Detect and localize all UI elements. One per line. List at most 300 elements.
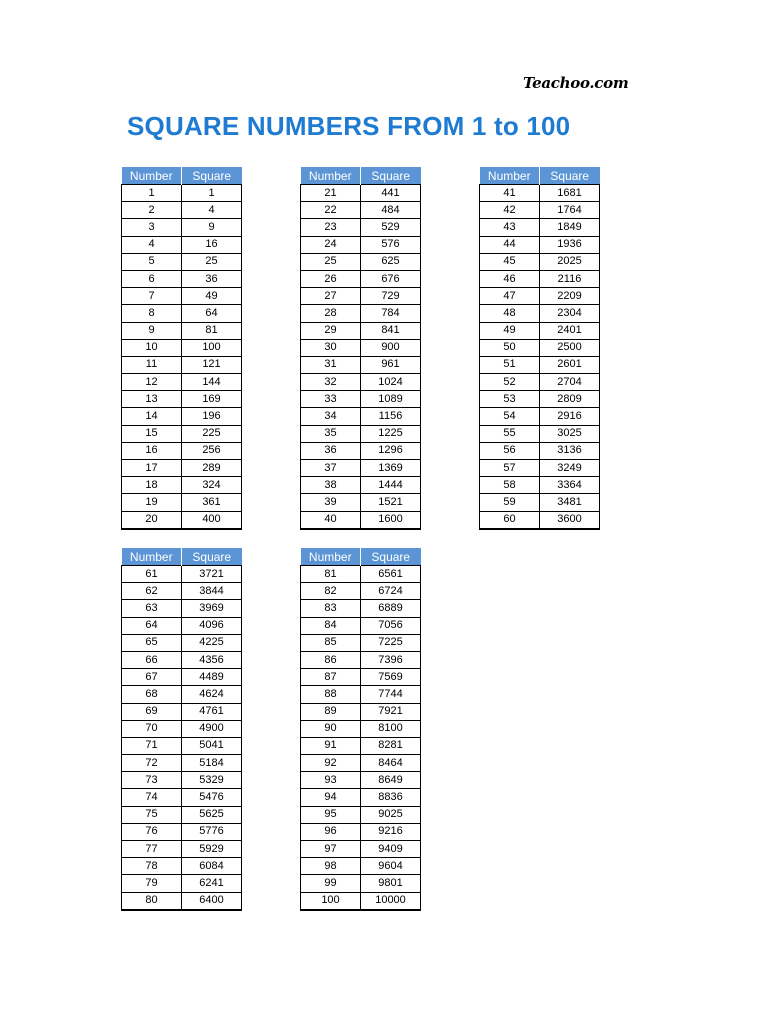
square-cell: 5776 bbox=[182, 823, 242, 840]
square-cell: 25 bbox=[182, 253, 242, 270]
square-cell: 5625 bbox=[182, 806, 242, 823]
square-cell: 1849 bbox=[540, 219, 600, 236]
number-cell: 77 bbox=[122, 841, 182, 858]
table-row bbox=[301, 477, 421, 494]
number-cell: 46 bbox=[480, 270, 540, 287]
table-row bbox=[301, 755, 421, 772]
number-cell: 27 bbox=[301, 288, 361, 305]
table-row bbox=[122, 253, 242, 270]
table-row bbox=[480, 460, 600, 477]
squares-table-5 bbox=[300, 548, 421, 911]
table-row bbox=[122, 219, 242, 236]
number-cell: 34 bbox=[301, 408, 361, 425]
number-cell: 28 bbox=[301, 305, 361, 322]
square-cell: 64 bbox=[182, 305, 242, 322]
square-cell: 196 bbox=[182, 408, 242, 425]
square-cell: 7396 bbox=[361, 651, 421, 668]
table-row bbox=[480, 339, 600, 356]
number-cell: 47 bbox=[480, 288, 540, 305]
table-header-row bbox=[301, 167, 421, 185]
table-row bbox=[122, 823, 242, 840]
square-cell: 729 bbox=[361, 288, 421, 305]
table-body bbox=[122, 566, 242, 910]
number-cell: 4 bbox=[122, 236, 182, 253]
number-cell: 5 bbox=[122, 253, 182, 270]
number-cell: 62 bbox=[122, 583, 182, 600]
square-cell: 3600 bbox=[540, 511, 600, 529]
table-row bbox=[301, 823, 421, 840]
table-row bbox=[480, 408, 600, 425]
square-cell: 1156 bbox=[361, 408, 421, 425]
squares-table-3 bbox=[479, 167, 600, 530]
square-cell: 400 bbox=[182, 511, 242, 529]
table-row bbox=[301, 703, 421, 720]
table-row bbox=[122, 875, 242, 892]
number-cell: 1 bbox=[122, 185, 182, 202]
table-row bbox=[122, 755, 242, 772]
number-cell: 9 bbox=[122, 322, 182, 339]
table-row bbox=[301, 339, 421, 356]
number-cell: 55 bbox=[480, 425, 540, 442]
square-cell: 3844 bbox=[182, 583, 242, 600]
square-cell: 49 bbox=[182, 288, 242, 305]
table-row bbox=[122, 339, 242, 356]
number-cell: 41 bbox=[480, 185, 540, 202]
square-cell: 4096 bbox=[182, 617, 242, 634]
square-cell: 9025 bbox=[361, 806, 421, 823]
table-row bbox=[122, 737, 242, 754]
table-body bbox=[480, 185, 600, 529]
number-cell: 83 bbox=[301, 600, 361, 617]
number-cell: 66 bbox=[122, 651, 182, 668]
number-cell: 74 bbox=[122, 789, 182, 806]
table-row bbox=[301, 442, 421, 459]
square-cell: 3721 bbox=[182, 566, 242, 583]
square-cell: 2500 bbox=[540, 339, 600, 356]
table-row bbox=[122, 270, 242, 287]
table-row bbox=[122, 288, 242, 305]
table-row bbox=[122, 720, 242, 737]
table-row bbox=[301, 892, 421, 910]
number-cell: 6 bbox=[122, 270, 182, 287]
square-cell: 6241 bbox=[182, 875, 242, 892]
number-cell: 82 bbox=[301, 583, 361, 600]
square-cell: 841 bbox=[361, 322, 421, 339]
number-cell: 3 bbox=[122, 219, 182, 236]
square-cell: 9801 bbox=[361, 875, 421, 892]
number-cell: 7 bbox=[122, 288, 182, 305]
table-row bbox=[301, 511, 421, 529]
number-cell: 29 bbox=[301, 322, 361, 339]
number-cell: 32 bbox=[301, 374, 361, 391]
table-row bbox=[301, 322, 421, 339]
number-cell: 18 bbox=[122, 477, 182, 494]
table-row bbox=[301, 460, 421, 477]
table-row bbox=[122, 494, 242, 511]
table-row bbox=[122, 322, 242, 339]
number-cell: 97 bbox=[301, 841, 361, 858]
number-cell: 58 bbox=[480, 477, 540, 494]
page-title: SQUARE NUMBERS FROM 1 to 100 bbox=[127, 111, 571, 141]
square-cell: 6400 bbox=[182, 892, 242, 910]
square-cell: 6561 bbox=[361, 566, 421, 583]
table-row bbox=[122, 356, 242, 373]
table-row bbox=[301, 720, 421, 737]
table-row bbox=[122, 442, 242, 459]
number-cell: 96 bbox=[301, 823, 361, 840]
table-row bbox=[301, 236, 421, 253]
table-header-row bbox=[301, 548, 421, 566]
table-row bbox=[480, 356, 600, 373]
number-cell: 89 bbox=[301, 703, 361, 720]
square-cell: 10000 bbox=[361, 892, 421, 910]
number-cell: 44 bbox=[480, 236, 540, 253]
table-row bbox=[122, 651, 242, 668]
number-cell: 59 bbox=[480, 494, 540, 511]
number-cell: 60 bbox=[480, 511, 540, 529]
square-cell: 1024 bbox=[361, 374, 421, 391]
number-cell: 36 bbox=[301, 442, 361, 459]
number-cell: 51 bbox=[480, 356, 540, 373]
table-row bbox=[480, 477, 600, 494]
table-row bbox=[480, 494, 600, 511]
square-cell: 5041 bbox=[182, 737, 242, 754]
number-cell: 92 bbox=[301, 755, 361, 772]
square-cell: 576 bbox=[361, 236, 421, 253]
square-cell: 1764 bbox=[540, 202, 600, 219]
square-cell: 441 bbox=[361, 185, 421, 202]
square-cell: 529 bbox=[361, 219, 421, 236]
number-cell: 73 bbox=[122, 772, 182, 789]
square-cell: 1681 bbox=[540, 185, 600, 202]
square-cell: 3481 bbox=[540, 494, 600, 511]
table-row bbox=[122, 477, 242, 494]
number-cell: 78 bbox=[122, 858, 182, 875]
square-cell: 7056 bbox=[361, 617, 421, 634]
number-cell: 79 bbox=[122, 875, 182, 892]
square-cell: 2116 bbox=[540, 270, 600, 287]
number-cell: 100 bbox=[301, 892, 361, 910]
number-cell: 16 bbox=[122, 442, 182, 459]
square-cell: 784 bbox=[361, 305, 421, 322]
table-row bbox=[480, 322, 600, 339]
square-cell: 961 bbox=[361, 356, 421, 373]
square-cell: 36 bbox=[182, 270, 242, 287]
table-row bbox=[480, 374, 600, 391]
number-cell: 37 bbox=[301, 460, 361, 477]
number-cell: 49 bbox=[480, 322, 540, 339]
number-cell: 54 bbox=[480, 408, 540, 425]
square-cell: 9604 bbox=[361, 858, 421, 875]
square-cell: 16 bbox=[182, 236, 242, 253]
table-row bbox=[122, 600, 242, 617]
table-row bbox=[301, 185, 421, 202]
square-cell: 2704 bbox=[540, 374, 600, 391]
number-cell: 65 bbox=[122, 634, 182, 651]
square-cell: 5184 bbox=[182, 755, 242, 772]
table-row bbox=[122, 686, 242, 703]
square-cell: 7921 bbox=[361, 703, 421, 720]
table-row bbox=[122, 789, 242, 806]
number-cell: 93 bbox=[301, 772, 361, 789]
table-row bbox=[480, 219, 600, 236]
table-row bbox=[480, 425, 600, 442]
square-cell: 4900 bbox=[182, 720, 242, 737]
table-row bbox=[122, 374, 242, 391]
square-cell: 2209 bbox=[540, 288, 600, 305]
number-cell: 95 bbox=[301, 806, 361, 823]
square-cell: 5929 bbox=[182, 841, 242, 858]
square-cell: 8464 bbox=[361, 755, 421, 772]
square-cell: 289 bbox=[182, 460, 242, 477]
table-row bbox=[301, 583, 421, 600]
header-square: Square bbox=[361, 167, 421, 185]
header-number: Number bbox=[122, 548, 182, 566]
number-cell: 61 bbox=[122, 566, 182, 583]
number-cell: 11 bbox=[122, 356, 182, 373]
number-cell: 15 bbox=[122, 425, 182, 442]
table-row bbox=[480, 288, 600, 305]
table-row bbox=[122, 858, 242, 875]
number-cell: 43 bbox=[480, 219, 540, 236]
square-cell: 2916 bbox=[540, 408, 600, 425]
squares-table-2 bbox=[300, 167, 421, 530]
table-row bbox=[301, 686, 421, 703]
square-cell: 1296 bbox=[361, 442, 421, 459]
table-row bbox=[480, 442, 600, 459]
table-row bbox=[122, 892, 242, 910]
square-cell: 2809 bbox=[540, 391, 600, 408]
table-row bbox=[301, 494, 421, 511]
number-cell: 21 bbox=[301, 185, 361, 202]
table-row bbox=[122, 566, 242, 583]
table-row bbox=[480, 511, 600, 529]
table-row bbox=[301, 789, 421, 806]
number-cell: 26 bbox=[301, 270, 361, 287]
header-square: Square bbox=[182, 167, 242, 185]
number-cell: 76 bbox=[122, 823, 182, 840]
square-cell: 3136 bbox=[540, 442, 600, 459]
table-row bbox=[301, 772, 421, 789]
table-row bbox=[122, 617, 242, 634]
table-row bbox=[122, 703, 242, 720]
table-row bbox=[301, 806, 421, 823]
table-row bbox=[301, 408, 421, 425]
number-cell: 10 bbox=[122, 339, 182, 356]
header-square: Square bbox=[540, 167, 600, 185]
number-cell: 2 bbox=[122, 202, 182, 219]
square-cell: 1600 bbox=[361, 511, 421, 529]
table-header-row bbox=[122, 167, 242, 185]
number-cell: 22 bbox=[301, 202, 361, 219]
number-cell: 87 bbox=[301, 669, 361, 686]
table-header-row bbox=[480, 167, 600, 185]
table-row bbox=[301, 391, 421, 408]
square-cell: 484 bbox=[361, 202, 421, 219]
number-cell: 50 bbox=[480, 339, 540, 356]
table-body bbox=[301, 566, 421, 910]
square-cell: 4356 bbox=[182, 651, 242, 668]
square-cell: 144 bbox=[182, 374, 242, 391]
square-cell: 4761 bbox=[182, 703, 242, 720]
number-cell: 70 bbox=[122, 720, 182, 737]
square-cell: 1444 bbox=[361, 477, 421, 494]
table-row bbox=[122, 841, 242, 858]
table-row bbox=[301, 600, 421, 617]
square-cell: 169 bbox=[182, 391, 242, 408]
table-body bbox=[301, 185, 421, 529]
table-row bbox=[301, 841, 421, 858]
square-cell: 1369 bbox=[361, 460, 421, 477]
table-row bbox=[122, 236, 242, 253]
table-row bbox=[122, 806, 242, 823]
number-cell: 68 bbox=[122, 686, 182, 703]
number-cell: 17 bbox=[122, 460, 182, 477]
table-row bbox=[122, 391, 242, 408]
square-cell: 2304 bbox=[540, 305, 600, 322]
number-cell: 57 bbox=[480, 460, 540, 477]
table-header-row bbox=[122, 548, 242, 566]
table-row bbox=[301, 858, 421, 875]
number-cell: 69 bbox=[122, 703, 182, 720]
table-row bbox=[480, 202, 600, 219]
number-cell: 14 bbox=[122, 408, 182, 425]
square-cell: 100 bbox=[182, 339, 242, 356]
number-cell: 71 bbox=[122, 737, 182, 754]
table-row bbox=[122, 634, 242, 651]
table-row bbox=[480, 270, 600, 287]
number-cell: 24 bbox=[301, 236, 361, 253]
table-row bbox=[480, 185, 600, 202]
square-cell: 2601 bbox=[540, 356, 600, 373]
number-cell: 63 bbox=[122, 600, 182, 617]
table-row bbox=[122, 185, 242, 202]
square-cell: 2025 bbox=[540, 253, 600, 270]
table-row bbox=[122, 460, 242, 477]
number-cell: 88 bbox=[301, 686, 361, 703]
square-cell: 1521 bbox=[361, 494, 421, 511]
square-cell: 3364 bbox=[540, 477, 600, 494]
square-cell: 1 bbox=[182, 185, 242, 202]
table-row bbox=[301, 425, 421, 442]
square-cell: 3969 bbox=[182, 600, 242, 617]
number-cell: 90 bbox=[301, 720, 361, 737]
number-cell: 84 bbox=[301, 617, 361, 634]
square-cell: 1089 bbox=[361, 391, 421, 408]
table-body bbox=[122, 185, 242, 529]
number-cell: 45 bbox=[480, 253, 540, 270]
table-row bbox=[122, 202, 242, 219]
square-cell: 3025 bbox=[540, 425, 600, 442]
header-square: Square bbox=[361, 548, 421, 566]
square-cell: 8281 bbox=[361, 737, 421, 754]
table-row bbox=[301, 634, 421, 651]
table-row bbox=[480, 391, 600, 408]
table-row bbox=[122, 511, 242, 529]
square-cell: 9 bbox=[182, 219, 242, 236]
number-cell: 99 bbox=[301, 875, 361, 892]
number-cell: 64 bbox=[122, 617, 182, 634]
number-cell: 23 bbox=[301, 219, 361, 236]
table-row bbox=[301, 219, 421, 236]
square-cell: 324 bbox=[182, 477, 242, 494]
number-cell: 80 bbox=[122, 892, 182, 910]
table-row bbox=[480, 305, 600, 322]
number-cell: 72 bbox=[122, 755, 182, 772]
table-row bbox=[301, 737, 421, 754]
number-cell: 19 bbox=[122, 494, 182, 511]
number-cell: 75 bbox=[122, 806, 182, 823]
squares-table-1 bbox=[121, 167, 242, 530]
table-row bbox=[301, 617, 421, 634]
number-cell: 67 bbox=[122, 669, 182, 686]
number-cell: 48 bbox=[480, 305, 540, 322]
table-row bbox=[122, 425, 242, 442]
square-cell: 1936 bbox=[540, 236, 600, 253]
number-cell: 33 bbox=[301, 391, 361, 408]
square-cell: 5476 bbox=[182, 789, 242, 806]
header-number: Number bbox=[122, 167, 182, 185]
square-cell: 900 bbox=[361, 339, 421, 356]
number-cell: 98 bbox=[301, 858, 361, 875]
header-number: Number bbox=[301, 167, 361, 185]
table-row bbox=[301, 305, 421, 322]
header-square: Square bbox=[182, 548, 242, 566]
table-row bbox=[122, 772, 242, 789]
square-cell: 8100 bbox=[361, 720, 421, 737]
number-cell: 20 bbox=[122, 511, 182, 529]
header-number: Number bbox=[301, 548, 361, 566]
number-cell: 85 bbox=[301, 634, 361, 651]
number-cell: 86 bbox=[301, 651, 361, 668]
number-cell: 91 bbox=[301, 737, 361, 754]
square-cell: 225 bbox=[182, 425, 242, 442]
table-row bbox=[301, 669, 421, 686]
number-cell: 12 bbox=[122, 374, 182, 391]
square-cell: 1225 bbox=[361, 425, 421, 442]
table-row bbox=[301, 270, 421, 287]
square-cell: 5329 bbox=[182, 772, 242, 789]
table-row bbox=[301, 202, 421, 219]
header-number: Number bbox=[480, 167, 540, 185]
square-cell: 2401 bbox=[540, 322, 600, 339]
table-row bbox=[122, 583, 242, 600]
table-row bbox=[122, 669, 242, 686]
square-cell: 4489 bbox=[182, 669, 242, 686]
square-cell: 7744 bbox=[361, 686, 421, 703]
square-cell: 3249 bbox=[540, 460, 600, 477]
table-row bbox=[301, 374, 421, 391]
square-cell: 8649 bbox=[361, 772, 421, 789]
square-cell: 8836 bbox=[361, 789, 421, 806]
number-cell: 53 bbox=[480, 391, 540, 408]
square-cell: 81 bbox=[182, 322, 242, 339]
number-cell: 13 bbox=[122, 391, 182, 408]
table-row bbox=[480, 253, 600, 270]
table-row bbox=[480, 236, 600, 253]
number-cell: 81 bbox=[301, 566, 361, 583]
square-cell: 4624 bbox=[182, 686, 242, 703]
number-cell: 40 bbox=[301, 511, 361, 529]
square-cell: 4225 bbox=[182, 634, 242, 651]
table-row bbox=[301, 356, 421, 373]
number-cell: 30 bbox=[301, 339, 361, 356]
squares-table-4 bbox=[121, 548, 242, 911]
square-cell: 676 bbox=[361, 270, 421, 287]
number-cell: 8 bbox=[122, 305, 182, 322]
square-cell: 361 bbox=[182, 494, 242, 511]
table-row bbox=[301, 288, 421, 305]
